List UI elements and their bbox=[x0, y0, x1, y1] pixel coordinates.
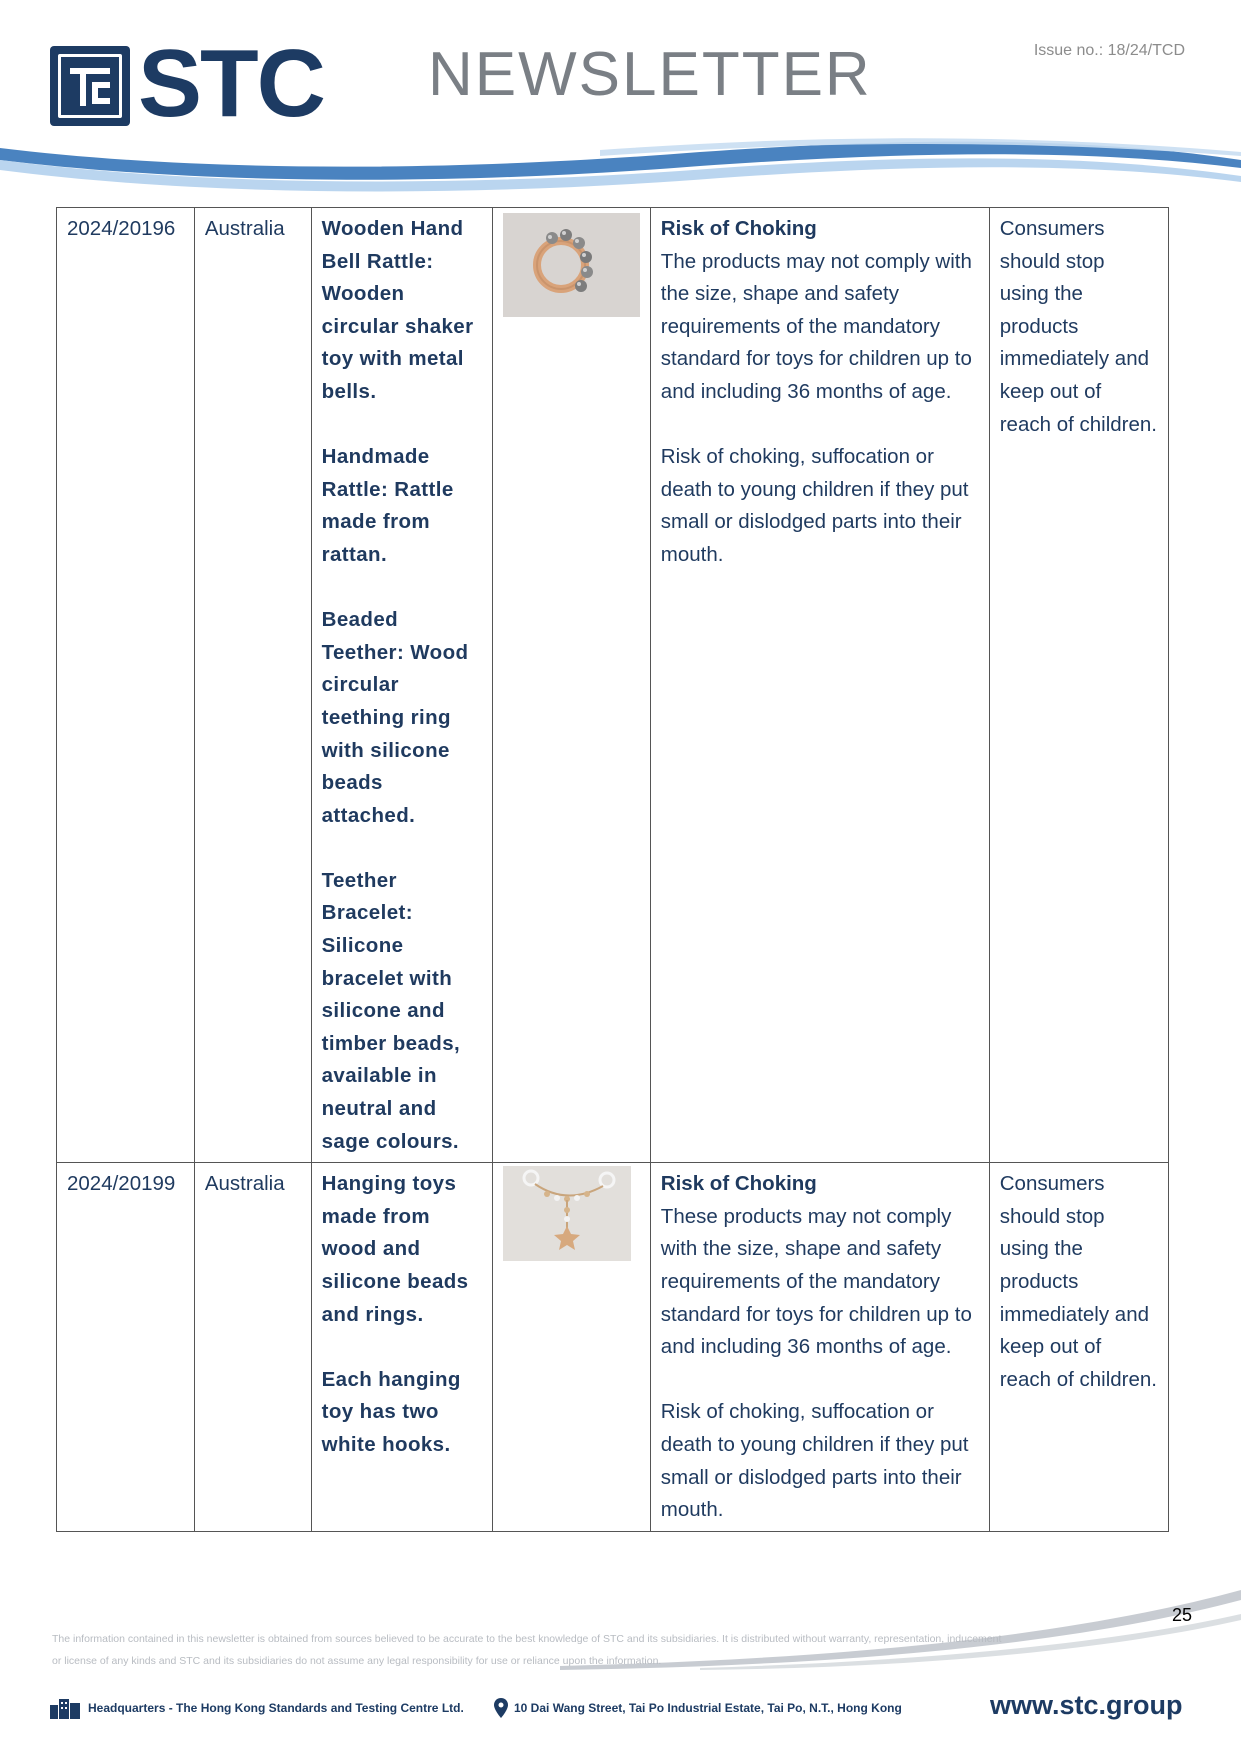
consumer-action: Consumers should stop using the products immediately and keep out of reach of children. bbox=[989, 208, 1168, 1163]
product-paragraph: Hanging toys made from wood and silicone beads and rings. bbox=[321, 1172, 469, 1326]
rattle-photo-image bbox=[503, 213, 640, 317]
newsletter-title: NEWSLETTER bbox=[428, 40, 872, 109]
website-link[interactable]: www.stc.group bbox=[990, 1690, 1183, 1720]
table-row bbox=[57, 208, 1169, 1163]
hazard-title: Risk of Choking bbox=[660, 1172, 817, 1196]
country: Australia bbox=[194, 1163, 311, 1532]
hazard-description bbox=[650, 1163, 989, 1532]
product-paragraph: Teether Bracelet: Silicone bracelet with silicone and timber beads, available in neutral and sage colours. bbox=[321, 868, 461, 1153]
headquarters bbox=[48, 1697, 464, 1719]
location-pin-icon bbox=[494, 1698, 508, 1718]
recall-number: 2024/20199 bbox=[57, 1163, 195, 1532]
product-paragraph: Beaded Teether: Wood circular teething ring with silicone beads attached. bbox=[321, 608, 469, 827]
hanging-toy-photo-image bbox=[503, 1166, 631, 1261]
hazard-title: Risk of Choking bbox=[660, 217, 817, 240]
stc-logo-text: STC bbox=[138, 30, 324, 137]
product-paragraph: Wooden Hand Bell Rattle: Wooden circular shaker toy with metal bells. bbox=[321, 217, 474, 403]
product-image-cell bbox=[492, 208, 650, 1163]
disclaimer: The information contained in this newsletter is obtained from sources believed to be accurate to the best knowledge of STC and its subsidiaries. It is distributed without warranty, representation, inducement or license of any kinds and STC and its subsidiaries do not assume any legal responsibility for use or reliance upon the information. bbox=[52, 1633, 1002, 1667]
product-paragraph: Each hanging toy has two white hooks. bbox=[321, 1367, 461, 1456]
consumer-action: Consumers should stop using the products immediately and keep out of reach of children. bbox=[989, 1163, 1168, 1532]
hazard-paragraph: Risk of choking, suffocation or death to young children if they put small or dislodged parts into their mouth. bbox=[660, 1400, 969, 1522]
hazard-paragraph: These products may not comply with the size, shape and safety requirements of the mandatory standard for toys for children up to and including 36 months of age. bbox=[660, 1204, 972, 1359]
page-header bbox=[0, 0, 1241, 200]
building-icon bbox=[48, 1697, 82, 1719]
header-swoosh-decoration bbox=[0, 130, 1241, 200]
recall-number: 2024/20196 bbox=[57, 208, 195, 1163]
page-number: 25 bbox=[1171, 1605, 1192, 1625]
recall-table bbox=[56, 207, 1169, 1532]
product-image-cell bbox=[492, 1163, 650, 1532]
product-paragraph: Handmade Rattle: Rattle made from rattan. bbox=[321, 445, 454, 566]
address-text: 10 Dai Wang Street, Tai Po Industrial Estate, Tai Po, N.T., Hong Kong bbox=[514, 1701, 902, 1715]
product-description bbox=[311, 208, 492, 1163]
country: Australia bbox=[194, 208, 311, 1163]
issue-number: Issue no.: 18/24/TCD bbox=[1033, 42, 1185, 59]
headquarters-text: Headquarters - The Hong Kong Standards and Testing Centre Ltd. bbox=[88, 1701, 464, 1715]
stc-logo-icon bbox=[50, 46, 130, 126]
hazard-paragraph: The products may not comply with the size, shape and safety requirements of the mandatory standard for toys for children up to and including 36 months of age. bbox=[660, 249, 972, 403]
hazard-paragraph: Risk of choking, suffocation or death to young children if they put small or dislodged parts into their mouth. bbox=[660, 445, 969, 566]
address bbox=[494, 1697, 902, 1719]
product-description bbox=[311, 1163, 492, 1532]
hazard-description bbox=[650, 208, 989, 1163]
table-row bbox=[57, 1163, 1169, 1532]
